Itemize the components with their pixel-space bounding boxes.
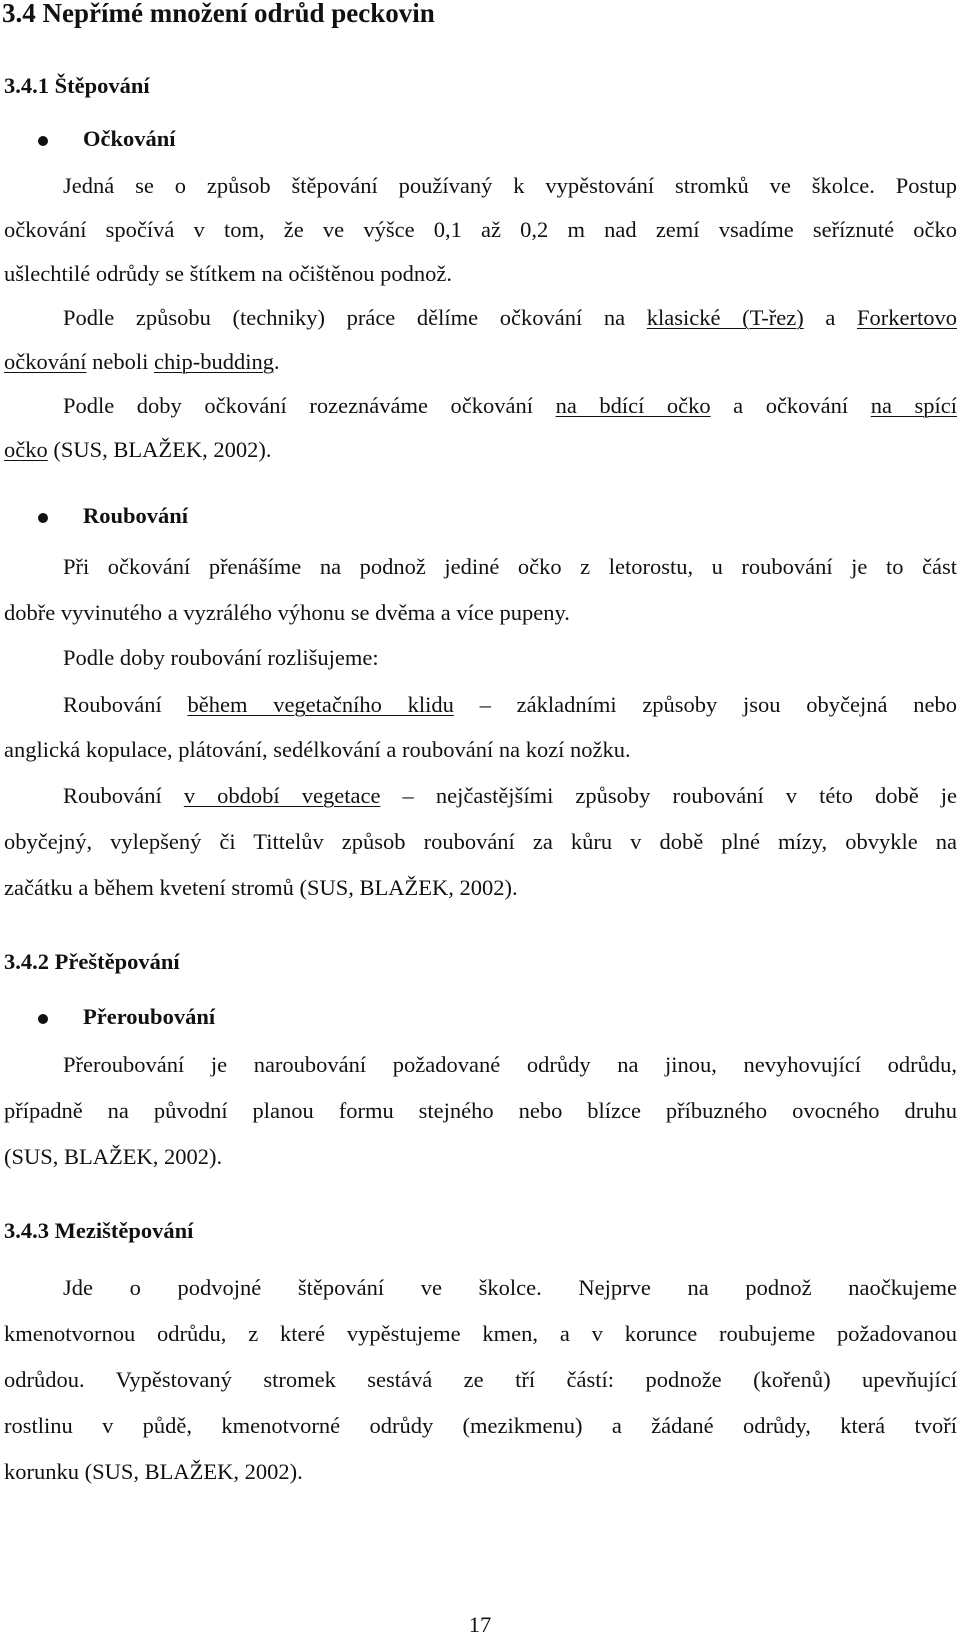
- text-run: Roubování: [63, 692, 188, 717]
- bullet-heading-ockovani: Očkování: [83, 126, 176, 151]
- paragraph-line: korunku (SUS, BLAŽEK, 2002).: [4, 1459, 303, 1484]
- text-run: Podle způsobu (techniky) práce dělíme očkování na: [63, 305, 647, 330]
- paragraph-line: případně na původní planou formu stejného nebo blízce příbuzného ovocného druhu: [4, 1098, 957, 1123]
- text-run: – základními způsoby jsou obyčejná nebo: [453, 692, 957, 717]
- underlined-term: očkování: [4, 349, 87, 374]
- paragraph-line: obyčejný, vylepšený či Tittelův způsob roubování za kůru v době plné mízy, obvykle na: [4, 829, 957, 854]
- paragraph-line: Při očkování přenášíme na podnož jediné očko z letorostu, u roubování je to část: [63, 554, 957, 579]
- paragraph-line: [63, 781, 957, 811]
- text-run: a: [803, 305, 857, 330]
- text-run: .: [273, 349, 280, 374]
- paragraph-line: [63, 303, 957, 333]
- text-run: neboli: [86, 349, 154, 374]
- paragraph-line: rostlinu v půdě, kmenotvorné odrůdy (mezikmenu) a žádané odrůdy, která tvoří: [4, 1413, 957, 1438]
- text-run: (SUS, BLAŽEK, 2002).: [47, 437, 272, 462]
- paragraph-line: [63, 391, 957, 421]
- subsection-heading-stepovani: 3.4.1 Štěpování: [4, 73, 150, 98]
- paragraph-line: Přeroubování je naroubování požadované odrůdy na jinou, nevyhovující odrůdu,: [63, 1052, 957, 1077]
- bullet-icon: [38, 513, 48, 523]
- text-run: – nejčastějšími způsoby roubování v této době je: [380, 783, 957, 808]
- underlined-term: na spící: [870, 393, 957, 418]
- underlined-term: Forkertovo: [857, 305, 957, 330]
- text-run: a očkování: [710, 393, 871, 418]
- paragraph-line: (SUS, BLAŽEK, 2002).: [4, 1144, 223, 1169]
- paragraph-line: očkování spočívá v tom, že ve výšce 0,1 až 0,2 m nad zemí vsadíme seříznuté očko: [4, 217, 957, 242]
- paragraph-line: Podle doby roubování rozlišujeme:: [63, 645, 379, 670]
- bullet-icon: [38, 136, 48, 146]
- underlined-term: během vegetačního klidu: [187, 692, 454, 717]
- paragraph-line: anglická kopulace, plátování, sedélkování a roubování na kozí nožku.: [4, 737, 631, 762]
- bullet-icon: [38, 1014, 48, 1024]
- text-run: Roubování: [63, 783, 184, 808]
- paragraph-line: Jde o podvojné štěpování ve školce. Nejprve na podnož naočkujeme: [63, 1275, 957, 1300]
- paragraph-line: dobře vyvinutého a vyzrálého výhonu se dvěma a více pupeny.: [4, 600, 570, 625]
- page-number: 17: [468, 1612, 492, 1637]
- underlined-term: v období vegetace: [183, 783, 381, 808]
- paragraph-line: [4, 435, 957, 465]
- paragraph-line: kmenotvornou odrůdu, z které vypěstujeme kmen, a v korunce roubujeme požadovanou: [4, 1321, 957, 1346]
- underlined-term: očko: [4, 437, 48, 462]
- paragraph-line: odrůdou. Vypěstovaný stromek sestává ze tří částí: podnože (kořenů) upevňující: [4, 1367, 957, 1392]
- subsection-heading-mezistepovani: 3.4.3 Mezištěpování: [4, 1218, 194, 1243]
- underlined-term: na bdící očko: [555, 393, 711, 418]
- paragraph-line: Jedná se o způsob štěpování používaný k vypěstování stromků ve školce. Postup: [63, 173, 957, 198]
- underlined-term: chip-budding: [153, 349, 274, 374]
- bullet-heading-preroubovani: Přeroubování: [83, 1004, 216, 1029]
- paragraph-line: [4, 347, 957, 377]
- paragraph-line: začátku a během kvetení stromů (SUS, BLAŽEK, 2002).: [4, 875, 518, 900]
- bullet-heading-roubovani: Roubování: [83, 503, 189, 528]
- section-heading: 3.4 Nepřímé množení odrůd peckovin: [2, 0, 435, 28]
- underlined-term: klasické (T-řez): [646, 305, 804, 330]
- paragraph-line: [63, 690, 957, 720]
- paragraph-line: ušlechtilé odrůdy se štítkem na očištěnou podnož.: [4, 261, 453, 286]
- subsection-heading-prestepovani: 3.4.2 Přeštěpování: [4, 949, 180, 974]
- text-run: Podle doby očkování rozeznáváme očkování: [63, 393, 556, 418]
